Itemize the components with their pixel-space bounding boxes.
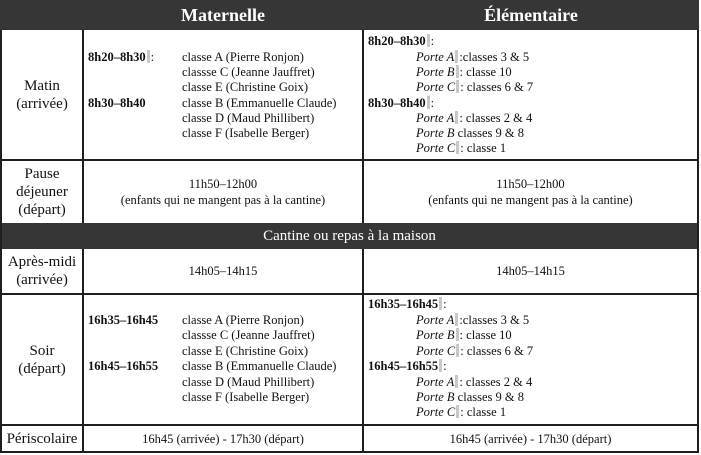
row-label-pause-l2: déjeuner — [16, 184, 68, 200]
row-label-soir-l1: Soir — [29, 342, 55, 359]
elem-matin-time-1: 8h20–8h30 : — [368, 34, 435, 48]
row-label-pause — [2, 161, 82, 223]
elem-soir-time-1: 16h35–16h45 : — [368, 297, 447, 311]
text-cursor-mark — [456, 405, 459, 418]
elem-soir-porte: Porte A :classes 3 & 5 — [416, 313, 530, 327]
elem-matin-porte: Porte B classes 9 & 8 — [416, 126, 524, 140]
elem-matin-porte: Porte C : classe 1 — [416, 141, 507, 155]
text-cursor-mark — [456, 328, 459, 341]
apresmidi-elementaire — [364, 249, 697, 293]
mat-soir-class: classe D (Maud Phillibert) — [182, 375, 315, 389]
mat-soir-class: classe E (Christine Goix) — [182, 344, 309, 358]
row-label-apresmidi — [2, 249, 82, 293]
text-cursor-mark — [455, 375, 458, 388]
mat-soir-class: classe A (Pierre Ronjon) — [182, 313, 304, 327]
text-cursor-mark — [439, 359, 442, 372]
header-corner — [0, 0, 83, 30]
text-cursor-mark — [455, 50, 458, 63]
mat-soir-class: classse C (Jeanne Jauffret) — [182, 328, 315, 342]
row-label-matin — [2, 30, 82, 159]
cantine-band: Cantine ou repas à la maison — [0, 223, 699, 249]
text-cursor-mark — [455, 313, 458, 326]
text-cursor-mark — [427, 34, 430, 47]
elem-matin-porte: Porte B : classe 10 — [416, 65, 512, 79]
row-divider-2 — [0, 293, 699, 295]
text-cursor-mark — [147, 50, 150, 63]
mat-matin-time-2: 8h30–8h40 — [88, 96, 146, 110]
mat-soir-time-1: 16h35–16h45 — [88, 313, 159, 327]
mat-matin-class: classe A (Pierre Ronjon) — [182, 50, 304, 64]
mat-soir-class: classe F (Isabelle Berger) — [182, 390, 310, 404]
mat-matin-class: classe E (Christine Goix) — [182, 80, 309, 94]
elem-matin-porte: Porte C : classes 6 & 7 — [416, 80, 534, 94]
elem-soir-porte: Porte A : classes 2 & 4 — [416, 375, 533, 389]
pause-time: 11h50–12h00 — [188, 177, 258, 191]
mat-soir-class: classe B (Emmanuelle Claude) — [182, 359, 337, 373]
mat-matin-class: classe B (Emmanuelle Claude) — [182, 96, 337, 110]
text-cursor-mark — [427, 96, 430, 109]
pause-maternelle — [84, 161, 362, 223]
text-cursor-mark — [456, 80, 459, 93]
elem-soir-porte: Porte B classes 9 & 8 — [416, 390, 524, 404]
row-label-pause-l3: (départ) — [18, 202, 66, 218]
periscolaire-maternelle — [84, 426, 362, 451]
elem-soir-porte: Porte C : classes 6 & 7 — [416, 344, 534, 358]
elem-matin-time-2: 8h30–8h40 : — [368, 96, 435, 110]
row-label-soir — [2, 295, 82, 424]
mat-soir-time-2: 16h45–16h55 — [88, 359, 159, 373]
header-maternelle: Maternelle — [83, 0, 363, 30]
table-border-right — [697, 30, 699, 453]
mat-matin-class: classe D (Maud Phillibert) — [182, 111, 315, 125]
row-label-pause-l1: Pause — [24, 166, 60, 182]
row-label-apresmidi-l2: (arrivée) — [16, 272, 68, 288]
header-elementaire: Élémentaire — [363, 0, 699, 30]
apresmidi-time: 14h05–14h15 — [188, 264, 258, 278]
pause-elementaire — [364, 161, 697, 223]
mat-matin-class: classe F (Isabelle Berger) — [182, 126, 310, 140]
text-cursor-mark — [456, 344, 459, 357]
mat-matin-time-1: 8h20–8h30 : — [88, 50, 155, 64]
periscolaire-time: 16h45 (arrivée) - 17h30 (départ) — [142, 431, 304, 446]
pause-time: 11h50–12h00 — [496, 177, 565, 191]
text-cursor-mark — [439, 297, 442, 310]
elem-matin-porte: Porte A : classes 2 & 4 — [416, 111, 533, 125]
row-label-soir-l2: (départ) — [18, 360, 66, 377]
row-label-matin-l2: (arrivée) — [16, 95, 68, 112]
row-label-matin-l1: Matin — [24, 77, 60, 94]
mat-matin-class: classse C (Jeanne Jauffret) — [182, 65, 315, 79]
row-label-apresmidi-l1: Après-midi — [7, 254, 77, 270]
periscolaire-elementaire — [364, 426, 697, 451]
elem-matin-porte: Porte A :classes 3 & 5 — [416, 50, 530, 64]
row-label-periscolaire: Périscolaire — [6, 430, 78, 447]
text-cursor-mark — [456, 65, 459, 78]
apresmidi-time: 14h05–14h15 — [496, 264, 565, 278]
pause-note: (enfants qui ne mangent pas à la cantine) — [428, 193, 633, 207]
elem-soir-porte: Porte C : classe 1 — [416, 405, 507, 419]
table-border-bottom — [0, 451, 699, 453]
elem-soir-time-2: 16h45–16h55 : — [368, 359, 447, 373]
apresmidi-maternelle — [84, 249, 362, 293]
text-cursor-mark — [455, 111, 458, 124]
periscolaire-time: 16h45 (arrivée) - 17h30 (départ) — [449, 431, 612, 446]
elem-soir-porte: Porte B : classe 10 — [416, 328, 512, 342]
text-cursor-mark — [456, 141, 459, 154]
pause-note: (enfants qui ne mangent pas à la cantine) — [120, 193, 326, 207]
